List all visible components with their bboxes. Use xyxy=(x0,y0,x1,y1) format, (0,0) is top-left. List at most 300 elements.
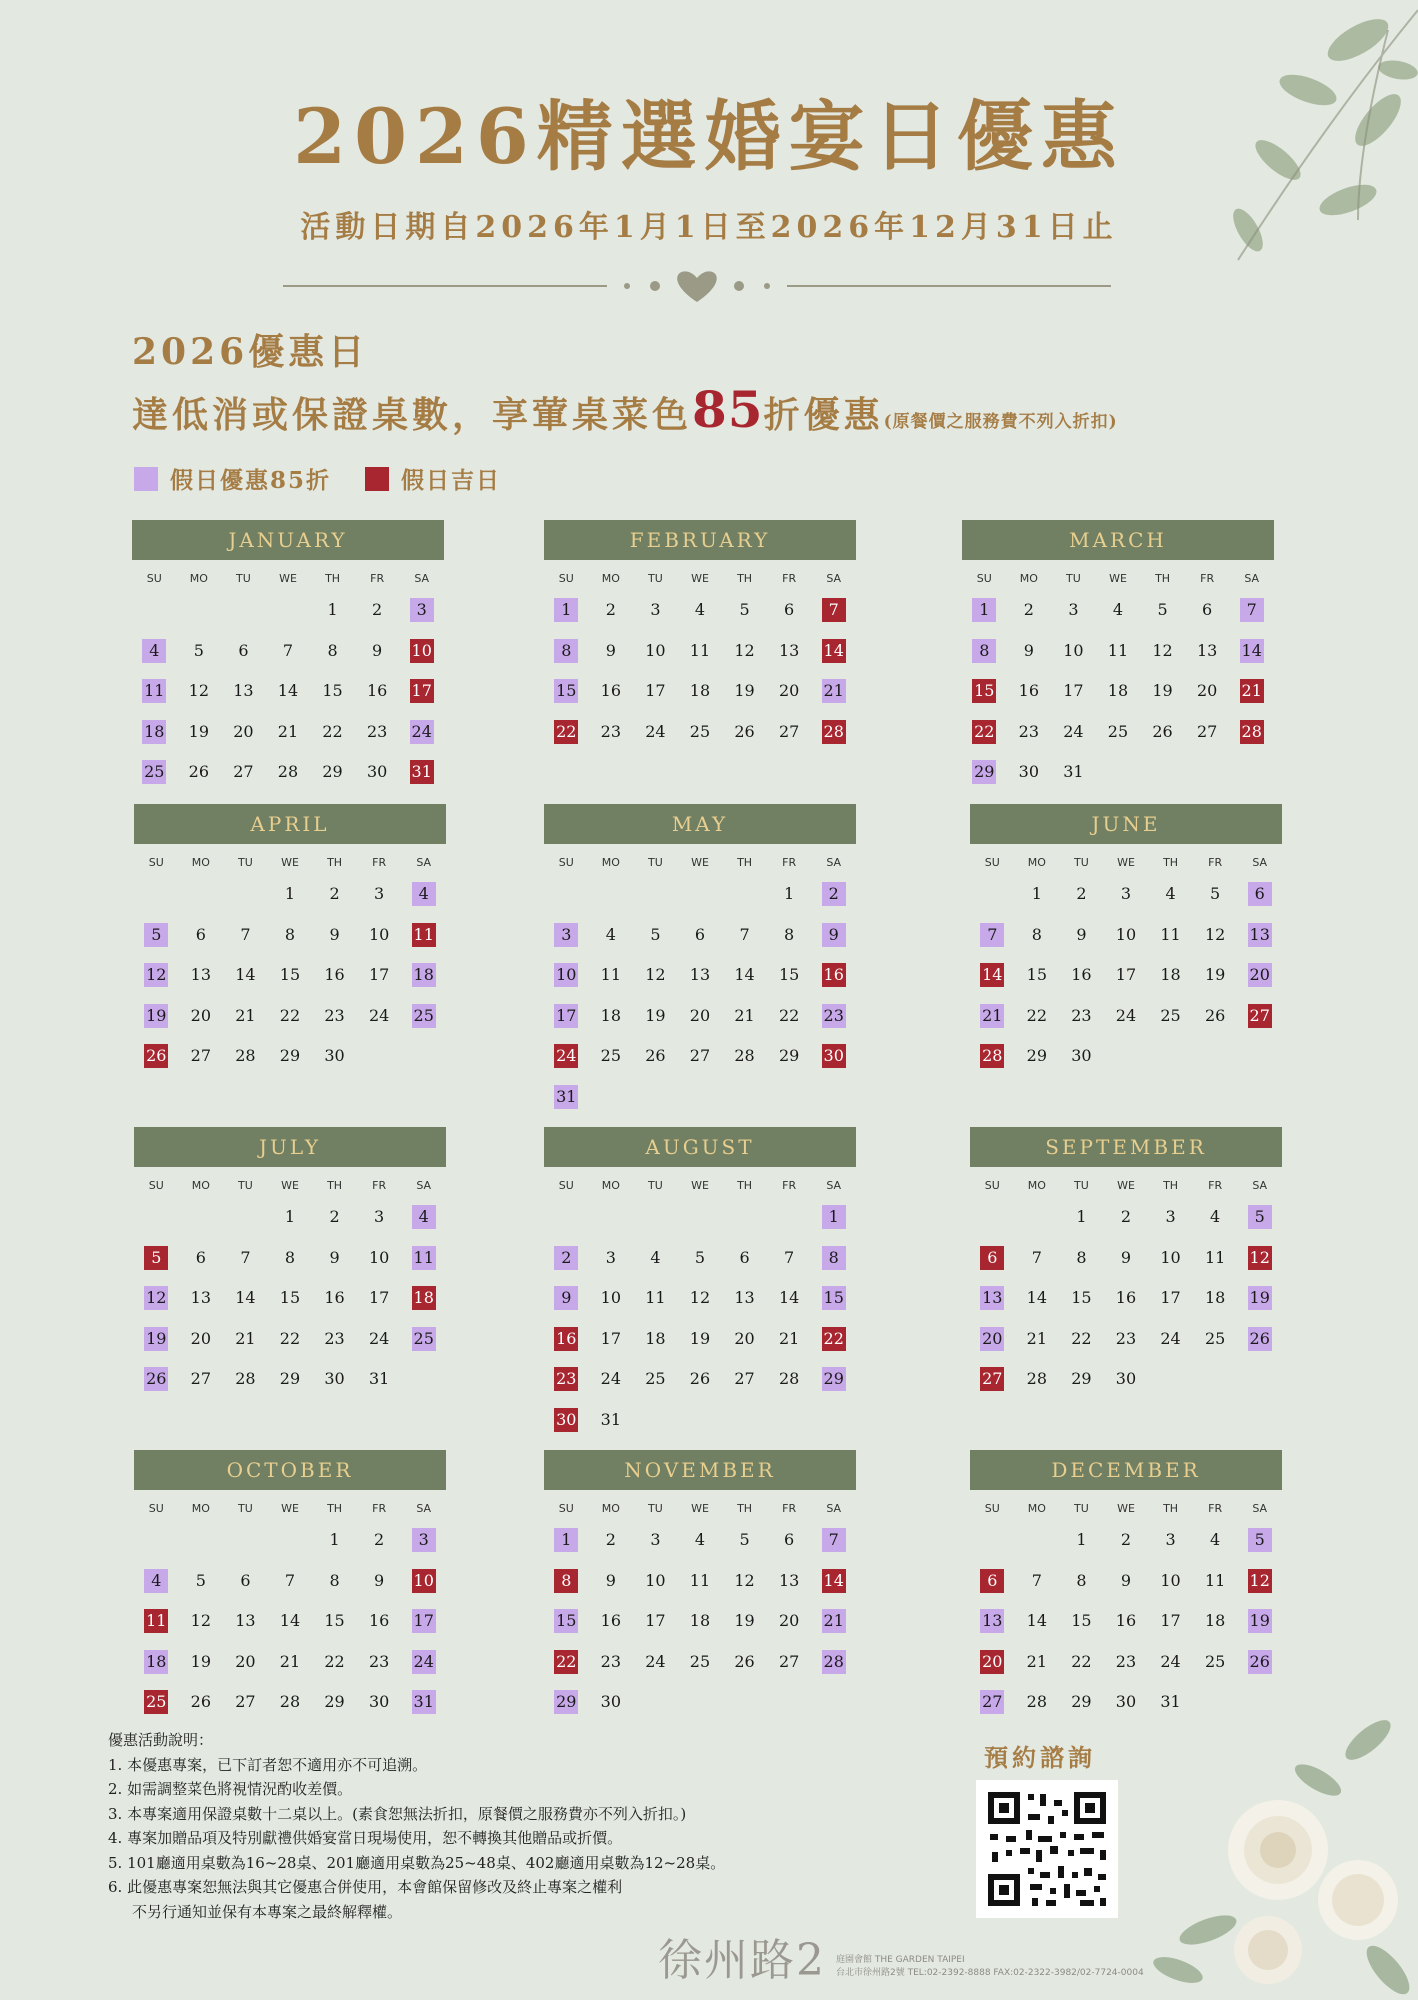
page-title: 2026精選婚宴日優惠 xyxy=(293,92,1125,181)
weekday-label: WE xyxy=(691,572,709,585)
day-cell xyxy=(357,1601,402,1642)
empty-day xyxy=(589,874,634,915)
month-name: APRIL xyxy=(134,804,446,844)
day-cell xyxy=(1229,712,1274,753)
weekday-label: WE xyxy=(279,572,297,585)
day-number: 22 xyxy=(1071,1328,1092,1348)
day-cell xyxy=(1237,1319,1282,1360)
day-number: 1 xyxy=(327,600,338,620)
day-number: 25 xyxy=(1204,1328,1226,1348)
day-cell xyxy=(811,915,856,956)
day-number: 24 xyxy=(1063,721,1084,741)
day-cell xyxy=(310,752,355,793)
day-number: 28 xyxy=(235,1046,256,1066)
day-cell xyxy=(132,752,177,793)
day-cell xyxy=(633,631,678,672)
day-number: 2 xyxy=(605,600,616,620)
day-cell xyxy=(678,1359,723,1400)
day-number: 13 xyxy=(689,965,711,985)
day-number: 9 xyxy=(329,1247,340,1267)
day-number: 2 xyxy=(1023,600,1034,620)
day-cell xyxy=(970,996,1015,1037)
day-number: 12 xyxy=(1248,1246,1272,1270)
day-cell xyxy=(970,955,1015,996)
day-cell xyxy=(678,1238,723,1279)
day-cell xyxy=(1104,996,1149,1037)
day-number: 8 xyxy=(329,1570,340,1590)
day-number: 30 xyxy=(822,1044,846,1068)
weekday-label: SU xyxy=(146,572,162,585)
day-number: 17 xyxy=(368,1288,390,1308)
weekday-label: WE xyxy=(281,1179,299,1192)
day-cell xyxy=(134,1642,179,1683)
day-number: 23 xyxy=(600,721,622,741)
day-number: 7 xyxy=(1240,598,1264,622)
day-number: 23 xyxy=(1018,721,1040,741)
booking-label: 預約諮詢 xyxy=(984,1743,1096,1772)
day-number: 1 xyxy=(284,884,296,904)
day-cell xyxy=(1104,1601,1149,1642)
day-cell xyxy=(544,671,589,712)
weekday-label: MO xyxy=(1027,1179,1046,1192)
day-cell xyxy=(633,712,678,753)
day-number: 8 xyxy=(972,639,996,663)
day-number: 15 xyxy=(1026,965,1048,985)
day-cell xyxy=(767,671,812,712)
day-cell xyxy=(970,1601,1015,1642)
day-number: 21 xyxy=(277,721,299,741)
calendar-november xyxy=(544,1450,856,1723)
day-cell xyxy=(1229,671,1274,712)
weekday-label: SA xyxy=(416,1179,432,1192)
day-cell xyxy=(177,752,222,793)
day-cell xyxy=(312,1520,357,1561)
day-cell xyxy=(1140,631,1185,672)
weekday-label: FR xyxy=(372,1502,387,1515)
day-cell xyxy=(722,1359,767,1400)
empty-day xyxy=(633,1197,678,1238)
day-cell xyxy=(221,671,266,712)
day-number: 7 xyxy=(822,598,846,622)
weekday-label: TU xyxy=(648,572,663,585)
weekday-header xyxy=(962,572,1274,585)
day-number: 19 xyxy=(734,1611,755,1631)
weekday-label: SU xyxy=(148,1502,164,1515)
legend-purple-label: 假日優惠85折 xyxy=(170,467,332,494)
day-cell xyxy=(1185,631,1230,672)
day-cell xyxy=(1015,955,1060,996)
day-cell xyxy=(1007,590,1052,631)
weekday-label: SA xyxy=(826,1502,842,1515)
day-number: 28 xyxy=(1240,720,1264,744)
calendar-april xyxy=(134,804,446,1077)
day-number: 17 xyxy=(368,965,390,985)
day-grid xyxy=(970,874,1282,1077)
weekday-label: SA xyxy=(414,572,430,585)
day-cell xyxy=(223,996,268,1037)
day-cell xyxy=(589,1400,634,1441)
day-cell xyxy=(179,1561,224,1602)
weekday-label: TU xyxy=(238,856,253,869)
day-cell xyxy=(1007,671,1052,712)
day-number: 29 xyxy=(1026,1046,1048,1066)
day-number: 16 xyxy=(1115,1288,1137,1308)
day-cell xyxy=(811,874,856,915)
day-cell xyxy=(722,955,767,996)
day-number: 11 xyxy=(412,923,436,947)
day-cell xyxy=(767,631,812,672)
day-cell xyxy=(399,590,444,631)
day-cell xyxy=(722,590,767,631)
day-cell xyxy=(1148,955,1193,996)
day-number: 1 xyxy=(822,1205,846,1229)
day-number: 3 xyxy=(374,884,385,904)
day-number: 8 xyxy=(327,640,338,660)
empty-day xyxy=(268,1520,313,1561)
day-cell xyxy=(589,996,634,1037)
day-number: 17 xyxy=(412,1609,436,1633)
day-number: 1 xyxy=(1076,1207,1087,1227)
day-cell xyxy=(401,955,446,996)
weekday-label: MO xyxy=(601,856,620,869)
empty-day xyxy=(134,874,179,915)
day-cell xyxy=(811,631,856,672)
month-name: MAY xyxy=(544,804,856,844)
day-number: 27 xyxy=(1196,721,1218,741)
day-cell xyxy=(312,1682,357,1723)
weekday-label: TH xyxy=(737,856,753,869)
day-number: 13 xyxy=(233,681,254,701)
notes-title: 優惠活動說明： xyxy=(108,1731,214,1749)
day-number: 24 xyxy=(554,1044,578,1068)
day-number: 9 xyxy=(329,924,340,944)
day-number: 18 xyxy=(1204,1288,1226,1308)
day-cell xyxy=(312,1278,357,1319)
day-cell xyxy=(1015,1238,1060,1279)
day-grid xyxy=(962,590,1274,793)
day-grid xyxy=(134,1197,446,1400)
day-number: 24 xyxy=(368,1328,390,1348)
day-number: 26 xyxy=(188,762,210,782)
day-cell xyxy=(266,712,311,753)
day-cell xyxy=(633,1642,678,1683)
day-cell xyxy=(134,955,179,996)
day-cell xyxy=(1051,671,1096,712)
day-cell xyxy=(355,752,400,793)
day-cell xyxy=(1015,1682,1060,1723)
day-number: 3 xyxy=(1068,600,1079,620)
day-cell xyxy=(179,1642,224,1683)
weekday-header xyxy=(544,1502,856,1515)
empty-day xyxy=(1015,1520,1060,1561)
weekday-label: MO xyxy=(1027,1502,1046,1515)
day-number: 9 xyxy=(554,1286,578,1310)
offer-line-prefix: 達低消或保證桌數，享葷桌菜色 xyxy=(132,394,693,436)
day-number: 25 xyxy=(412,1327,436,1351)
day-cell xyxy=(134,1561,179,1602)
day-cell xyxy=(767,1561,812,1602)
day-cell xyxy=(722,1036,767,1077)
day-cell xyxy=(177,712,222,753)
day-number: 19 xyxy=(190,1651,212,1671)
day-number: 11 xyxy=(600,965,622,985)
day-cell xyxy=(1148,1238,1193,1279)
day-number: 17 xyxy=(645,1611,666,1631)
day-cell xyxy=(633,1319,678,1360)
note-item: 3. 本專案適用保證桌數十二桌以上。(素食恕無法折扣，原餐價之服務費亦不列入折扣。) xyxy=(108,1804,687,1823)
day-cell xyxy=(767,590,812,631)
weekday-label: SA xyxy=(826,1179,842,1192)
day-number: 7 xyxy=(282,640,294,660)
weekday-label: WE xyxy=(1117,1502,1135,1515)
day-number: 2 xyxy=(822,882,846,906)
day-number: 6 xyxy=(240,1570,251,1590)
weekday-label: FR xyxy=(372,856,387,869)
day-cell xyxy=(223,1238,268,1279)
day-number: 11 xyxy=(689,1570,711,1590)
empty-day xyxy=(970,1197,1015,1238)
day-number: 5 xyxy=(1248,1528,1272,1552)
day-cell xyxy=(589,1601,634,1642)
day-cell xyxy=(722,671,767,712)
day-cell xyxy=(1237,1520,1282,1561)
day-number: 22 xyxy=(554,1650,578,1674)
day-cell xyxy=(1015,1278,1060,1319)
day-number: 30 xyxy=(324,1046,345,1066)
empty-day xyxy=(179,874,224,915)
day-number: 26 xyxy=(1152,721,1173,741)
weekday-label: SA xyxy=(1252,1502,1268,1515)
day-number: 25 xyxy=(142,760,166,784)
day-cell xyxy=(1015,915,1060,956)
day-number: 12 xyxy=(1248,1569,1272,1593)
weekday-label: SU xyxy=(558,1179,574,1192)
day-number: 26 xyxy=(1204,1005,1226,1025)
day-cell xyxy=(811,1278,856,1319)
day-number: 18 xyxy=(1107,681,1129,701)
weekday-label: SU xyxy=(984,856,1000,869)
weekday-label: TU xyxy=(238,1502,253,1515)
day-number: 20 xyxy=(233,721,254,741)
weekday-label: TH xyxy=(737,1502,753,1515)
day-number: 29 xyxy=(279,1046,301,1066)
day-number: 10 xyxy=(412,1569,436,1593)
day-cell xyxy=(633,1601,678,1642)
day-number: 10 xyxy=(645,1570,666,1590)
day-number: 12 xyxy=(144,1286,168,1310)
day-cell xyxy=(268,1601,313,1642)
day-cell xyxy=(544,1278,589,1319)
day-cell xyxy=(177,671,222,712)
day-cell xyxy=(1051,752,1096,793)
day-cell xyxy=(589,631,634,672)
weekday-label: MO xyxy=(189,572,208,585)
day-cell xyxy=(589,1036,634,1077)
day-cell xyxy=(1059,915,1104,956)
day-number: 27 xyxy=(980,1367,1004,1391)
month-name: MARCH xyxy=(962,520,1274,560)
day-number: 4 xyxy=(650,1247,661,1267)
day-cell xyxy=(268,1642,313,1683)
day-number: 30 xyxy=(1115,1369,1137,1389)
month-name: JUNE xyxy=(970,804,1282,844)
empty-day xyxy=(223,1520,268,1561)
day-cell xyxy=(678,712,723,753)
day-number: 7 xyxy=(1031,1247,1042,1267)
day-number: 31 xyxy=(410,760,434,784)
day-cell xyxy=(767,1036,812,1077)
day-number: 21 xyxy=(279,1651,301,1671)
day-cell xyxy=(223,1642,268,1683)
empty-day xyxy=(633,874,678,915)
day-number: 11 xyxy=(144,1609,168,1633)
calendar-september xyxy=(970,1127,1282,1400)
day-number: 24 xyxy=(600,1369,622,1389)
day-cell xyxy=(767,1601,812,1642)
day-cell xyxy=(633,1036,678,1077)
day-cell xyxy=(312,955,357,996)
note-item: 6. 此優惠專案恕無法與其它優惠合併使用，本會館保留修改及終止專案之權利 xyxy=(108,1878,623,1896)
day-number: 1 xyxy=(329,1530,340,1550)
day-number: 17 xyxy=(600,1328,622,1348)
day-number: 18 xyxy=(1204,1611,1226,1631)
weekday-label: TU xyxy=(648,856,663,869)
day-number: 12 xyxy=(188,681,210,701)
day-number: 23 xyxy=(1115,1651,1137,1671)
day-number: 20 xyxy=(980,1327,1004,1351)
day-number: 4 xyxy=(1210,1207,1221,1227)
empty-day xyxy=(544,1197,589,1238)
weekday-label: TH xyxy=(1155,572,1171,585)
day-cell xyxy=(357,1278,402,1319)
day-cell xyxy=(399,671,444,712)
weekday-label: TH xyxy=(737,572,753,585)
day-cell xyxy=(589,1682,634,1723)
day-cell xyxy=(1237,996,1282,1037)
day-number: 8 xyxy=(284,924,296,944)
day-cell xyxy=(401,1278,446,1319)
day-cell xyxy=(179,1278,224,1319)
day-cell xyxy=(767,955,812,996)
day-cell xyxy=(1237,915,1282,956)
day-number: 14 xyxy=(778,1288,800,1308)
day-number: 21 xyxy=(235,1005,256,1025)
day-number: 1 xyxy=(784,884,795,904)
day-number: 30 xyxy=(366,762,388,782)
day-cell xyxy=(1059,1238,1104,1279)
day-cell xyxy=(767,712,812,753)
day-number: 7 xyxy=(822,1528,846,1552)
day-number: 15 xyxy=(279,965,301,985)
day-cell xyxy=(134,1278,179,1319)
day-cell xyxy=(678,1278,723,1319)
day-cell xyxy=(962,631,1007,672)
day-number: 26 xyxy=(144,1367,168,1391)
day-cell xyxy=(1237,1561,1282,1602)
day-number: 5 xyxy=(694,1247,706,1267)
event-dates: 活動日期自2026年1月1日至2026年12月31日止 xyxy=(300,210,1118,245)
day-cell xyxy=(357,1682,402,1723)
day-number: 4 xyxy=(142,639,166,663)
weekday-label: TU xyxy=(1074,1179,1089,1192)
day-cell xyxy=(179,955,224,996)
day-cell xyxy=(544,590,589,631)
day-number: 6 xyxy=(1248,882,1272,906)
day-cell xyxy=(544,1319,589,1360)
day-number: 4 xyxy=(144,1569,168,1593)
day-cell xyxy=(811,1601,856,1642)
weekday-label: FR xyxy=(782,1502,797,1515)
weekday-header xyxy=(970,1179,1282,1192)
day-cell xyxy=(678,1561,723,1602)
day-cell xyxy=(310,671,355,712)
day-number: 23 xyxy=(600,1651,622,1671)
note-item: 4. 專案加贈品項及特別獻禮供婚宴當日現場使用，恕不轉換其他贈品或折價。 xyxy=(108,1829,623,1847)
day-cell xyxy=(1237,1278,1282,1319)
empty-day xyxy=(722,1197,767,1238)
day-number: 13 xyxy=(235,1611,256,1631)
day-number: 11 xyxy=(645,1288,666,1308)
day-number: 8 xyxy=(554,639,578,663)
day-number: 9 xyxy=(374,1570,385,1590)
day-cell xyxy=(633,1278,678,1319)
day-number: 26 xyxy=(734,721,755,741)
day-number: 15 xyxy=(822,1286,846,1310)
calendar-october xyxy=(134,1450,446,1723)
day-number: 21 xyxy=(778,1328,800,1348)
day-grid xyxy=(544,874,856,1117)
day-cell xyxy=(1059,1682,1104,1723)
day-number: 20 xyxy=(235,1651,256,1671)
day-number: 13 xyxy=(778,1570,800,1590)
empty-day xyxy=(678,1197,723,1238)
day-cell xyxy=(179,1036,224,1077)
weekday-header xyxy=(134,1502,446,1515)
day-number: 10 xyxy=(1115,924,1137,944)
day-number: 5 xyxy=(739,1530,750,1550)
day-cell xyxy=(767,1319,812,1360)
day-number: 28 xyxy=(277,762,299,782)
day-number: 30 xyxy=(368,1692,390,1712)
day-number: 25 xyxy=(645,1369,666,1389)
day-cell xyxy=(312,1561,357,1602)
day-number: 4 xyxy=(605,924,616,944)
day-number: 7 xyxy=(980,923,1004,947)
day-cell xyxy=(355,590,400,631)
day-cell xyxy=(633,1520,678,1561)
qr-code-icon[interactable] xyxy=(976,1780,1118,1918)
day-number: 17 xyxy=(410,679,434,703)
day-cell xyxy=(678,996,723,1037)
day-cell xyxy=(1148,1278,1193,1319)
weekday-label: SU xyxy=(558,856,574,869)
day-number: 21 xyxy=(1026,1328,1048,1348)
day-number: 11 xyxy=(1107,640,1129,660)
day-number: 3 xyxy=(374,1207,385,1227)
day-cell xyxy=(1237,1642,1282,1683)
day-cell xyxy=(589,590,634,631)
day-cell xyxy=(767,1238,812,1279)
day-cell xyxy=(767,996,812,1037)
day-number: 17 xyxy=(645,681,666,701)
day-cell xyxy=(223,1036,268,1077)
day-cell xyxy=(1096,712,1141,753)
day-cell xyxy=(1193,915,1238,956)
day-cell xyxy=(1059,996,1104,1037)
day-cell xyxy=(811,1359,856,1400)
day-cell xyxy=(722,631,767,672)
day-grid xyxy=(132,590,444,793)
